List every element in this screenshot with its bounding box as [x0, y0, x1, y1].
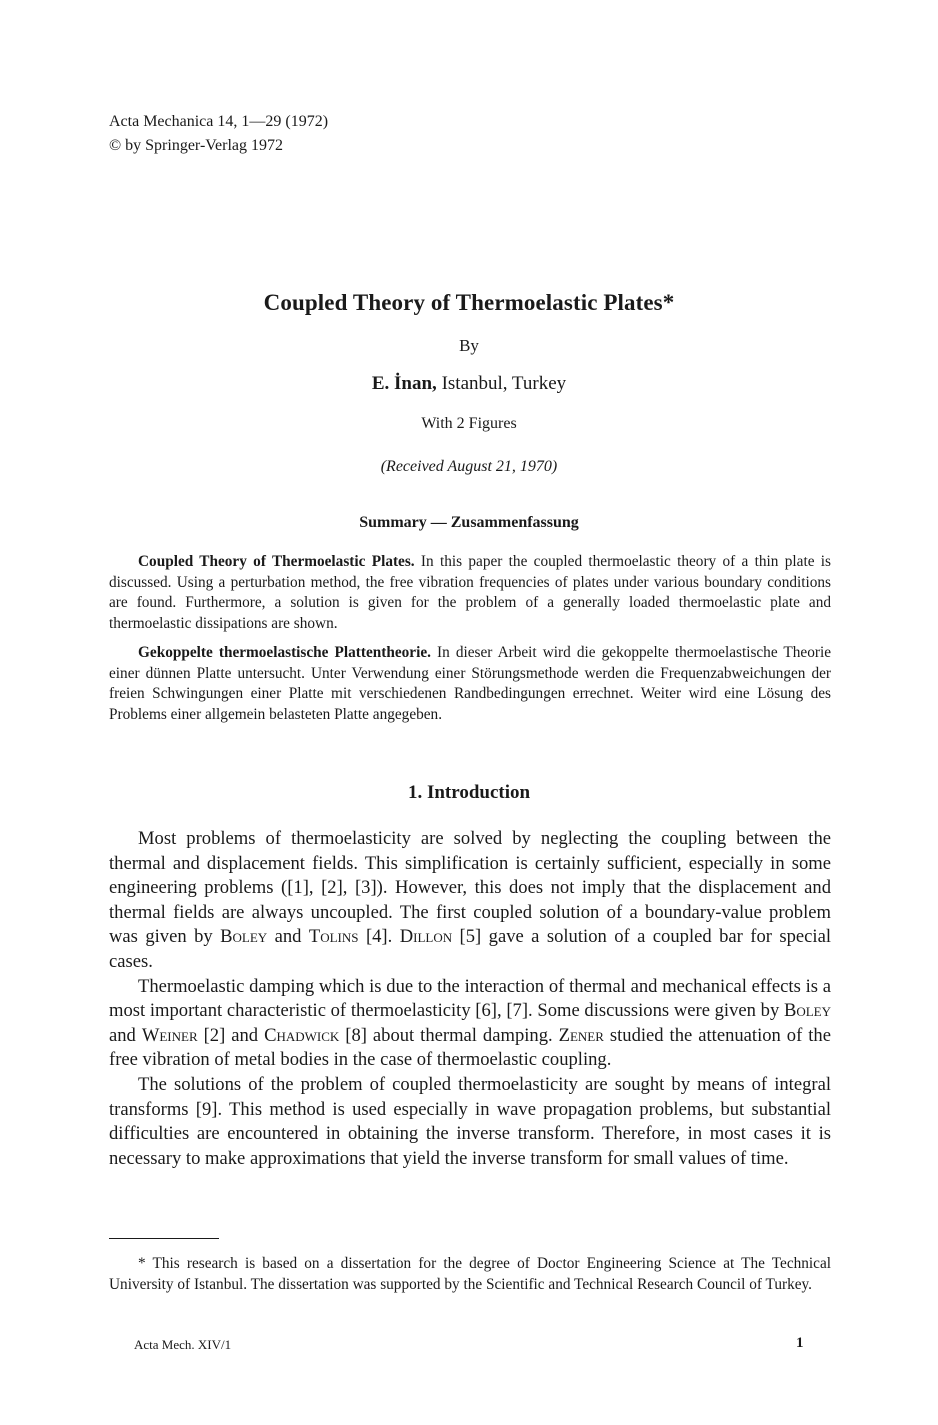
text-run: [4]. — [358, 926, 400, 948]
footnote-divider — [109, 1238, 219, 1239]
text-run: Most problems of thermoelasticity are solved by neglecting the coupling between the thermal and displacement fields. This simplification is certainly sufficient, especially in some engineering problems ([1], [2], [3]). However, this does not imply that the displacement and thermal fields are always uncoupled. The first coupled solution of a boundary-value problem was given by — [109, 828, 831, 948]
paper-title: Coupled Theory of Thermoelastic Plates* — [263, 290, 675, 315]
footer-journal: Acta Mech. XIV/1 — [134, 1337, 232, 1352]
footnote: * This research is based on a dissertation for the degree of Doctor Engineering Science at The Technical University of Istanbul. The dissertation was supported by the Scientific and Technical Research Council of Turkey. — [109, 1255, 831, 1293]
author-name: E. İnan, — [371, 373, 437, 394]
author-ref: Zener — [558, 1024, 604, 1046]
author-ref: Tolins — [308, 926, 359, 948]
abstract-english-title: Coupled Theory of Thermoelastic Plates. — [138, 553, 415, 570]
paragraph-1 — [109, 827, 831, 975]
journal-info — [109, 110, 328, 158]
by-line: By — [459, 336, 479, 355]
text-run: [2] and — [197, 1024, 265, 1046]
page-number: 1 — [796, 1335, 804, 1351]
text-run: Thermoelastic damping which is due to the interaction of thermal and mechanical effects is a most important characteristic of thermoelasticity [6], [7]. Some discussions were given by — [109, 975, 831, 1022]
text-run: studied the attenuation of the free vibration of metal bodies in the case of thermoelastic coupling. — [109, 1024, 831, 1071]
section-heading: 1. Introduction — [407, 782, 531, 803]
author-ref: Boley — [220, 926, 268, 948]
text-run: [5] gave a solution of a coupled bar for special cases. — [109, 926, 831, 972]
paragraph-3: The solutions of the problem of coupled thermoelasticity are sought by means of integral transforms [9]. This method is used especially in wave propagation problems, but substantial difficulties are encountered in obtaining the inverse transform. Therefore, in most cases it is necessary to make approximations that yield the inverse transform for small values of time. — [109, 1073, 831, 1169]
author-ref: Weiner — [141, 1024, 198, 1046]
introduction-body — [109, 827, 831, 1171]
abstract-german — [109, 643, 831, 725]
text-run: and — [267, 926, 309, 948]
figures-note: With 2 Figures — [421, 415, 517, 432]
author-ref: Chadwick — [264, 1024, 340, 1046]
abstract-german-text: In dieser Arbeit wird die gekoppelte thermoelastische Theorie einer dünnen Platte untersucht. Unter Verwendung einer Störungsmethode werden die Frequenzabweichungen der freien Schwingungen einer Platte mit verschiedenen Randbedingungen errechnet. Weiter wird eine Lösung des Problems einer allgemein belasteten Platte angegeben. — [109, 644, 831, 723]
abstract-english — [109, 552, 831, 634]
received-date: (Received August 21, 1970) — [380, 458, 558, 475]
journal-citation: Acta Mechanica 14, 1—29 (1972) — [109, 113, 329, 130]
author-location: Istanbul, Turkey — [436, 373, 567, 394]
summary-heading: Summary — Zusammenfassung — [359, 514, 579, 531]
paragraph-2 — [109, 975, 831, 1073]
text-run: [8] about thermal damping. — [339, 1024, 559, 1046]
author-ref: Dillon — [399, 926, 453, 948]
text-run: and — [109, 1024, 142, 1046]
abstract-english-text: In this paper the coupled thermoelastic theory of a thin plate is discussed. Using a perturbation method, the free vibration frequencies of plates under various boundary conditions are found. Furthermore, a solution is given for the problem of a generally loaded thermoelastic plate and thermoelastic dissipations are shown. — [109, 553, 831, 632]
abstract-german-title: Gekoppelte thermoelastische Plattentheorie. — [138, 644, 431, 661]
author-line — [0, 373, 938, 395]
copyright-line: © by Springer-Verlag 1972 — [109, 137, 284, 154]
author-ref: Boley — [783, 1000, 831, 1022]
